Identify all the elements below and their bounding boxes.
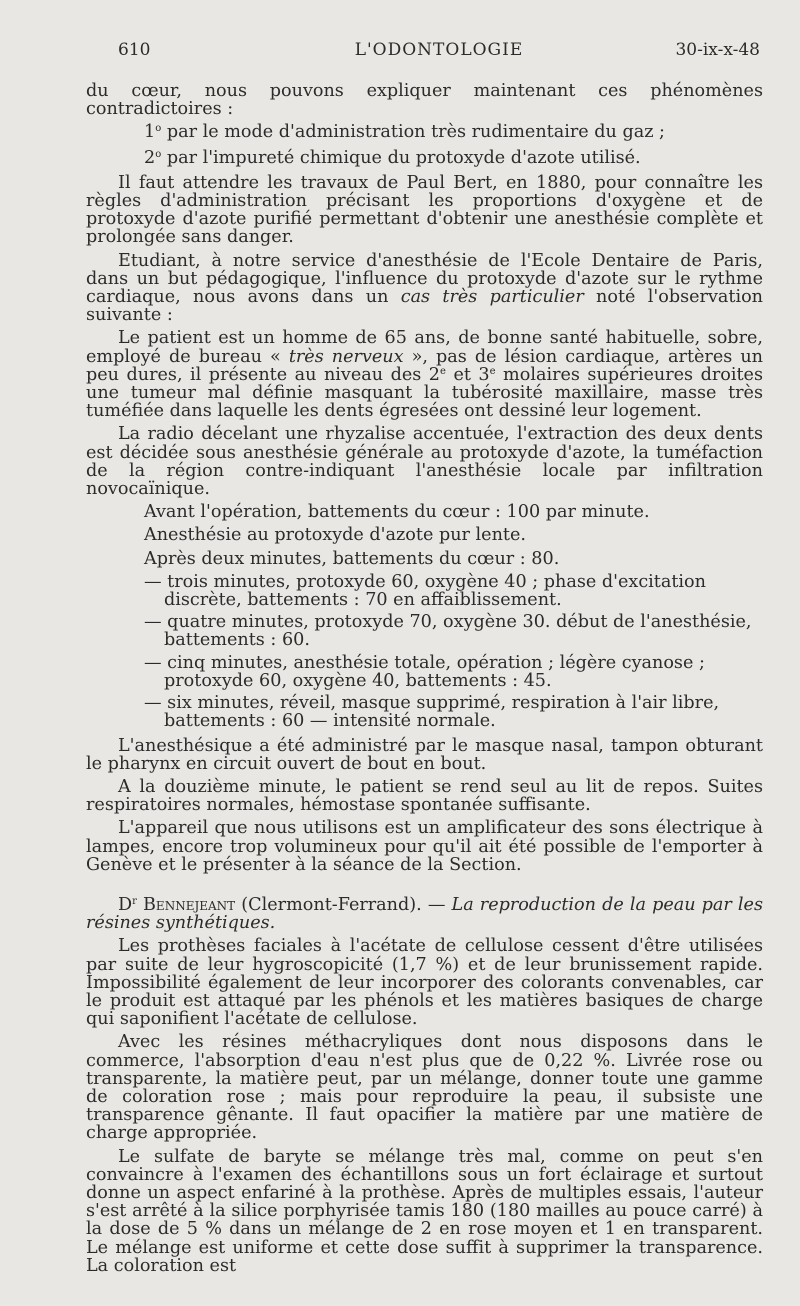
observation-dash-line: — quatre minutes, protoxyde 70, oxygène 30. début de l'anesthésie, battements : 60. (144, 612, 752, 651)
paragraph: du cœur, nous pouvons expliquer maintenant ces phénomènes contradictoires : (86, 81, 763, 120)
list-item: 2$^o$ par l'impureté chimique du protoxyde d'azote utilisé. (144, 147, 641, 168)
paragraph: L'anesthésique a été administré par le masque nasal, tampon obturant le pharynx en circuit ouvert de bout en bout. (86, 735, 763, 774)
paragraph: Le patient est un homme de 65 ans, de bonne santé habituelle, sobre, employé de bureau « très nerveux », pas de lésion cardiaque, artères un peu dures, il présente au niveau des 2e et 3e molaires supérieures droites une tumeur mal définie masquant la tubérosité maxillaire, masse très tuméfiée dans laquelle les dents égresées ont dessiné leur logement. (86, 328, 763, 422)
paragraph: Avec les résines méthacryliques dont nous disposons dans le commerce, l'absorption d'eau n'est plus que de 0,22 %. Livrée rose ou transparente, la matière peut, par un mélange, donner toute une gamme de coloration rose ; mais pour reproduire la peau, il subsiste une transparence gênante. Il faut opacifier la matière par une matière de charge appropriée. (86, 1032, 763, 1144)
paragraph: Etudiant, à notre service d'anesthésie de l'Ecole Dentaire de Paris, dans un but pédagogique, l'influence du protoxyde d'azote sur le rythme cardiaque, nous avons dans un cas très particulier noté l'observation suivante : (86, 250, 763, 326)
paragraph: Les prothèses faciales à l'acétate de cellulose cessent d'être utilisées par suite de leur hygroscopicité (1,7 %) et de leur brunissement rapide. Impossibilité également de leur incorporer des colorants convenables, car le produit est attaqué par les phénols et les matières basiques de charge qui saponifient l'acétate de cellulose. (86, 936, 763, 1030)
running-header (118, 40, 760, 62)
observation-dash-line: — cinq minutes, anesthésie totale, opération ; légère cyanose ; protoxyde 60, oxygène 40, battements : 45. (144, 652, 705, 691)
list-item: 1$^o$ par le mode d'administration très rudimentaire du gaz ; (144, 122, 665, 143)
paragraph: Le sulfate de baryte se mélange très mal, comme on peut s'en convaincre à l'examen des échantillons sous un fort éclairage et surtout donne un aspect enfariné à la prothèse. Après de multiples essais, l'auteur s'est arrêté à la silice porphyrisée tamis 180 (180 mailles au pouce carré) à la dose de 5 % dans un mélange de 2 en rose moyen et 1 en transparent. Le mélange est uniforme et cette dose suffit à supprimer la transparence. La coloration est (86, 1146, 763, 1276)
running-title: L'ODONTOLOGIE (354, 40, 524, 60)
section-heading: $D^r$ Bennejeant (Clermont-Ferrand). — La reproduction de la peau par les résines synthétiques. (86, 894, 763, 934)
observation-dash-line: — trois minutes, protoxyde 60, oxygène 40 ; phase d'excitation discrète, battements : 70 en affaiblissement. (144, 571, 706, 611)
observation-dash-line: — six minutes, réveil, masque supprimé, respiration à l'air libre, battements : 60 — intensité normale. (144, 693, 720, 732)
issue-date: 30-ix-x-48 (675, 40, 760, 60)
paragraph: Il faut attendre les travaux de Paul Bert, en 1880, pour connaître les règles d'administration précisant les proportions d'oxygène et de protoxyde d'azote purifié permettant d'obtenir une anesthésie complète et prolongée sans danger. (86, 172, 763, 248)
observation-line: Après deux minutes, battements du cœur : 80. (144, 548, 560, 569)
page-number: 610 (118, 40, 151, 60)
body-text (86, 82, 763, 1280)
paragraph: La radio décelant une rhyzalise accentuée, l'extraction des deux dents est décidée sous anesthésie générale au protoxyde d'azote, la tuméfaction de la région contre-indiquant l'anesthésie locale par infiltration novocaïnique. (86, 424, 763, 500)
paragraph: L'appareil que nous utilisons est un amplificateur des sons électrique à lampes, encore trop volumineux pour qu'il ait été possible de l'emporter à Genève et le présenter à la séance de la Section. (86, 818, 763, 875)
paragraph: A la douzième minute, le patient se rend seul au lit de repos. Suites respiratoires normales, hémostase spontanée suffisante. (86, 776, 763, 816)
observation-line: Anesthésie au protoxyde d'azote pur lente. (144, 525, 526, 546)
observation-line: Avant l'opération, battements du cœur : 100 par minute. (144, 502, 650, 523)
